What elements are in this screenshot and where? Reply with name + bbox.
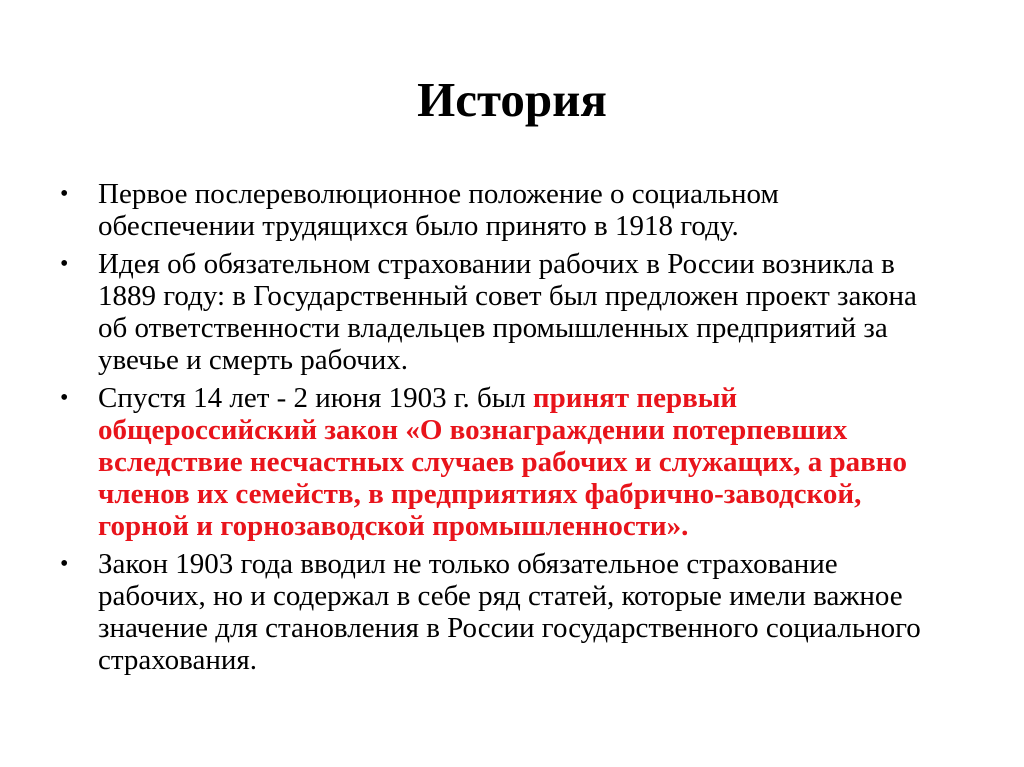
bullet-item	[60, 548, 940, 676]
bullet-icon: •	[60, 181, 69, 207]
bullet-icon: •	[60, 251, 69, 277]
bullet-item	[60, 382, 940, 542]
bullet-item	[60, 178, 940, 242]
bullet-text: Закон 1903 года вводил не только обязательное страхование рабочих, но и содержал в себе ряд статей, которые имели важное значение для становления в России государственного социального страхования.	[98, 548, 921, 676]
bullet-text: Идея об обязательном страховании рабочих в России возникла в 1889 году: в Государственный совет был предложен проект закона об ответственности владельцев промышленных предприятий за увечье и смерть рабочих.	[98, 248, 917, 376]
bullet-list	[60, 178, 940, 682]
bullet-text: Спустя 14 лет - 2 июня 1903 г. был	[98, 382, 533, 414]
slide-title: История	[417, 72, 607, 127]
bullet-text: Первое послереволюционное положение о социальном обеспечении трудящихся было принято в 1918 году.	[98, 178, 779, 242]
bullet-icon: •	[60, 551, 69, 577]
bullet-icon: •	[60, 385, 69, 411]
highlighted-law-title: принят первый общероссийский закон «О вознаграждении потерпевших вследствие несчастных случаев рабочих и служащих, а равно членов их семейств, в предприятиях фабрично-заводской, горной и горнозаводской промышленности».	[98, 382, 907, 542]
bullet-item	[60, 248, 940, 376]
